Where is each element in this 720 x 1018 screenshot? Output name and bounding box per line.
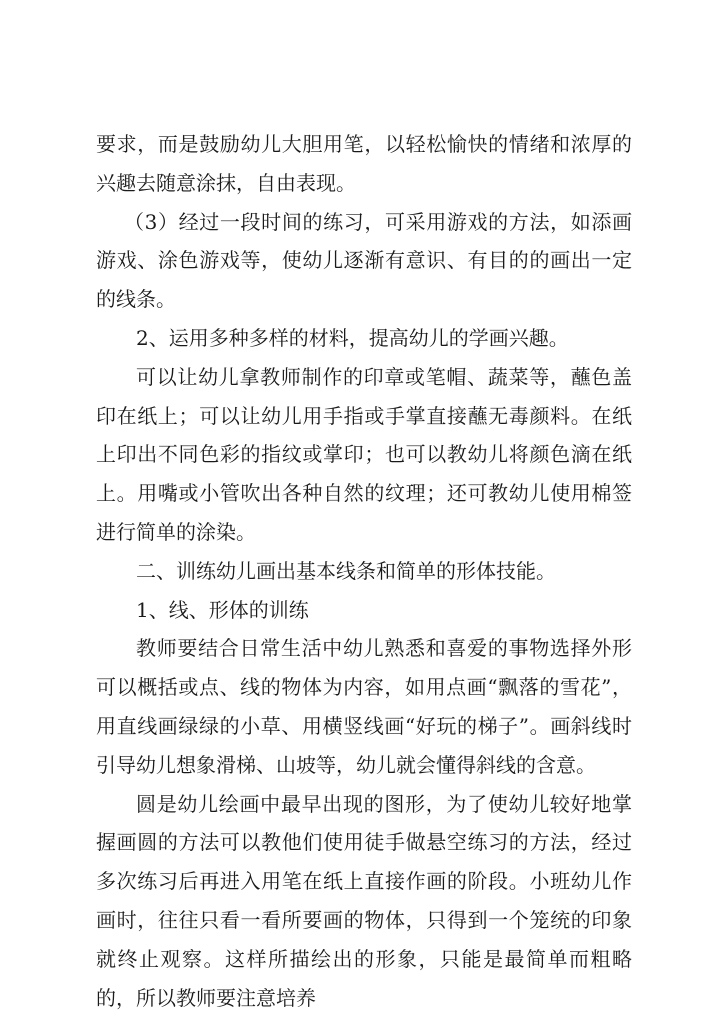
document-body <box>96 125 632 1017</box>
paragraph-heading-2: 2、运用多种多样的材料，提高幼儿的学画兴趣。 <box>136 325 569 350</box>
paragraph-subheading-1: 1、线、形体的训练 <box>136 597 309 622</box>
paragraph-item-3: （3）经过一段时间的练习，可采用游戏的方法，如添画游戏、涂色游戏等，使幼儿逐渐有意识、有目的的画出一定的线条。 <box>96 209 632 312</box>
paragraph-lines-training: 教师要结合日常生活中幼儿熟悉和喜爱的事物选择外形可以概括或点、线的物体为内容，如用点画“飘落的雪花”，用直线画绿绿的小草、用横竖线画“好玩的梯子”。画斜线时引导幼儿想象滑梯、山坡等，幼儿就会懂得斜线的含意。 <box>96 636 632 777</box>
paragraph-section-heading: 二、训练幼儿画出基本线条和简单的形体技能。 <box>136 558 556 583</box>
paragraph-continuation: 要求，而是鼓励幼儿大胆用笔，以轻松愉快的情绪和浓厚的兴趣去随意涂抹，自由表现。 <box>96 132 632 195</box>
paragraph-circle-drawing: 圆是幼儿绘画中最早出现的图形，为了使幼儿较好地掌握画圆的方法可以教他们使用徒手做悬空练习的方法，经过多次练习后再进入用笔在纸上直接作画的阶段。小班幼儿作画时，往往只看一看所要画的物体，只得到一个笼统的印象就终止观察。这样所描绘出的形象，只能是最简单而粗略的，所以教师要注意培养 <box>96 791 632 1010</box>
paragraph-materials: 可以让幼儿拿教师制作的印章或笔帽、蔬菜等，蘸色盖印在纸上；可以让幼儿用手指或手掌直接蘸无毒颜料。在纸上印出不同色彩的指纹或掌印；也可以教幼儿将颜色滴在纸上。用嘴或小管吹出各种自然的纹理；还可教幼儿使用棉签进行简单的涂染。 <box>96 364 632 544</box>
